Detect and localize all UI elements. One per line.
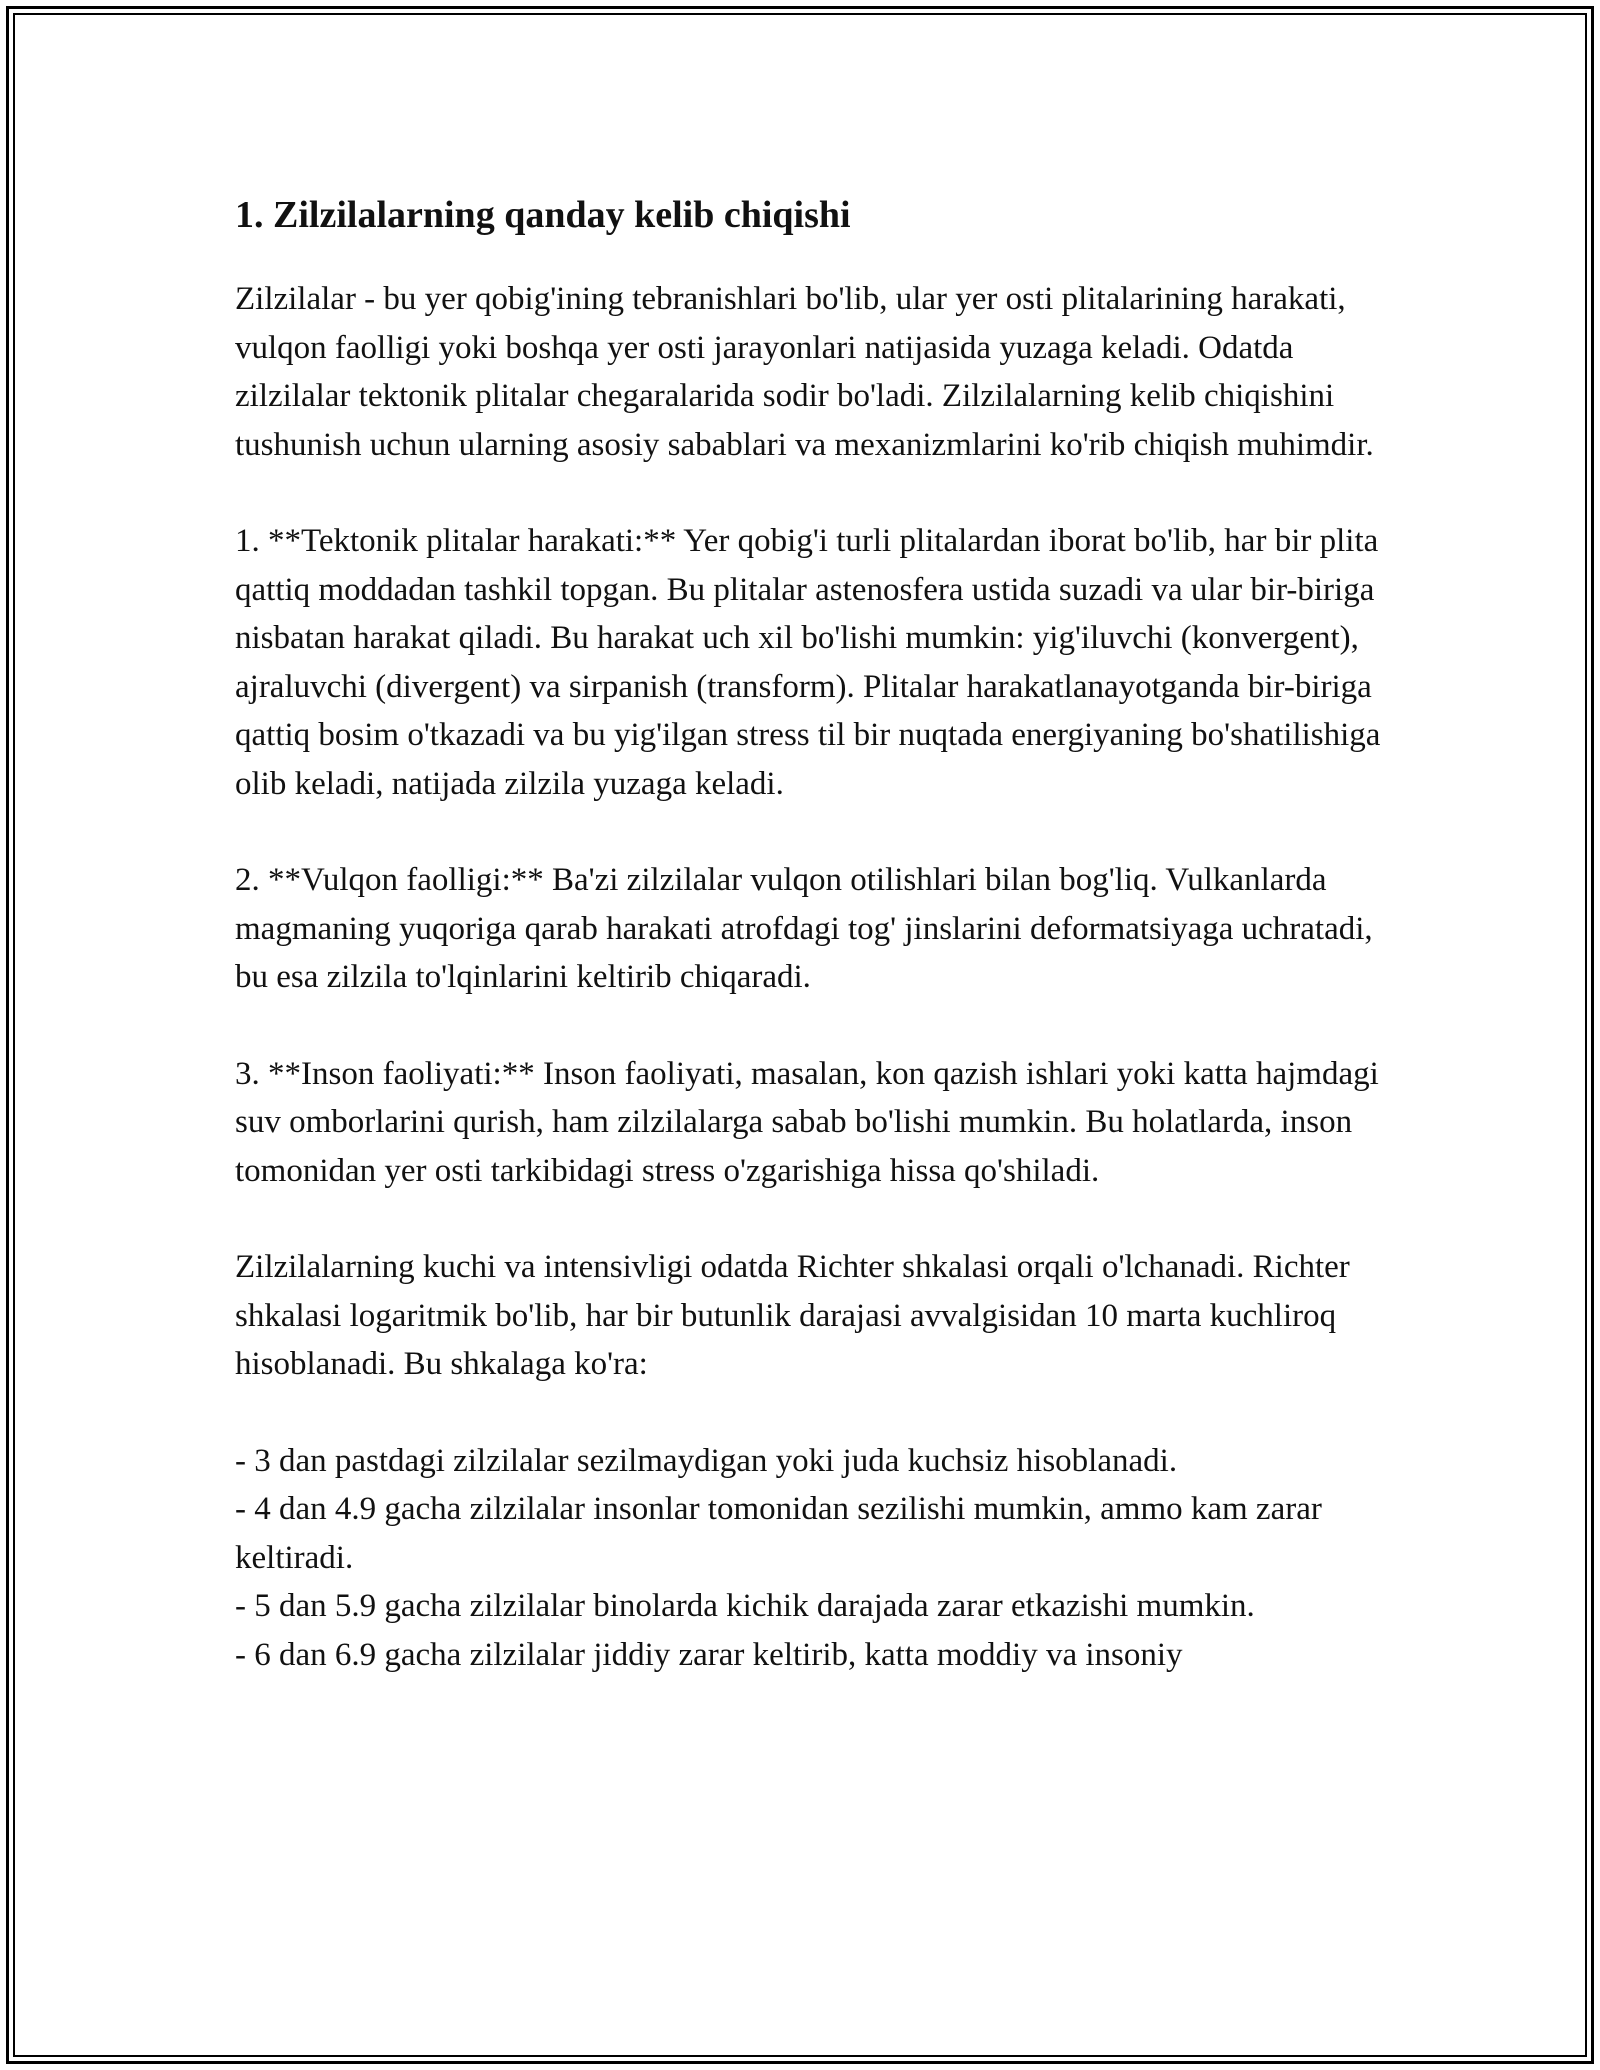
list-item: - 5 dan 5.9 gacha zilzilalar binolarda kichik darajada zarar etkazishi mumkin.: [235, 1588, 1255, 1624]
intro-paragraph: Zilzilalar - bu yer qobig'ining tebranishlari bo'lib, ular yer osti plitalarining harakati, vulqon faolligi yoki boshqa yer osti jarayonlari natijasida yuzaga keladi. Odatda zilzilalar tektonik plitalar chegaralarida sodir bo'ladi. Zilzilalarning kelib chiqishini tushunish uchun ularning asosiy sabablari va mexanizmlarini ko'rib chiqish muhimdir.: [235, 281, 1374, 463]
list-item: - 3 dan pastdagi zilzilalar sezilmaydigan yoki juda kuchsiz hisoblanadi.: [235, 1442, 1178, 1479]
richter-scale-paragraph: Zilzilalarning kuchi va intensivligi odatda Richter shkalasi orqali o'lchanadi. Richter shkalasi logaritmik bo'lib, har bir butunlik darajasi avvalgisidan 10 marta kuchliroq hisoblanadi. Bu shkalaga ko'ra:: [235, 1249, 1350, 1382]
document-body: [235, 185, 1395, 1679]
list-item: - 6 dan 6.9 gacha zilzilalar jiddiy zarar keltirib, katta moddiy va insoniy: [235, 1636, 1183, 1673]
volcanic-activity-paragraph: 2. **Vulqon faolligi:** Ba'zi zilzilalar vulqon otilishlari bilan bog'liq. Vulkanlarda magmaning yuqoriga qarab harakati atrofdagi tog' jinslarini deformatsiyaga uchratadi, bu esa zilzila to'lqinlarini keltirib chiqaradi.: [235, 862, 1373, 995]
human-activity-paragraph: 3. **Inson faoliyati:** Inson faoliyati, masalan, kon qazish ishlari yoki katta hajmdagi suv omborlarini qurish, ham zilzilalarga sabab bo'lishi mumkin. Bu holatlarda, inson tomonidan yer osti tarkibidagi stress o'zgarishiga hissa qo'shiladi.: [235, 1055, 1379, 1189]
list-item: - 4 dan 4.9 gacha zilzilalar insonlar tomonidan sezilishi mumkin, ammo kam zarar keltiradi.: [235, 1491, 1322, 1576]
section-heading: 1. Zilzilalarning qanday kelib chiqishi: [235, 194, 851, 236]
magnitude-list: [235, 1437, 1395, 1680]
tectonic-plates-paragraph: 1. **Tektonik plitalar harakati:** Yer qobig'i turli plitalardan iborat bo'lib, har bir plita qattiq moddadan tashkil topgan. Bu plitalar astenosfera ustida suzadi va ular bir-biriga nisbatan harakat qiladi. Bu harakat uch xil bo'lishi mumkin: yig'iluvchi (konvergent), ajraluvchi (divergent) va sirpanish (transform). Plitalar harakatlanayotganda bir-biriga qattiq bosim o'tkazadi va bu yig'ilgan stress til bir nuqtada energiyaning bo'shatilishiga olib keladi, natijada zilzila yuzaga keladi.: [235, 523, 1381, 802]
